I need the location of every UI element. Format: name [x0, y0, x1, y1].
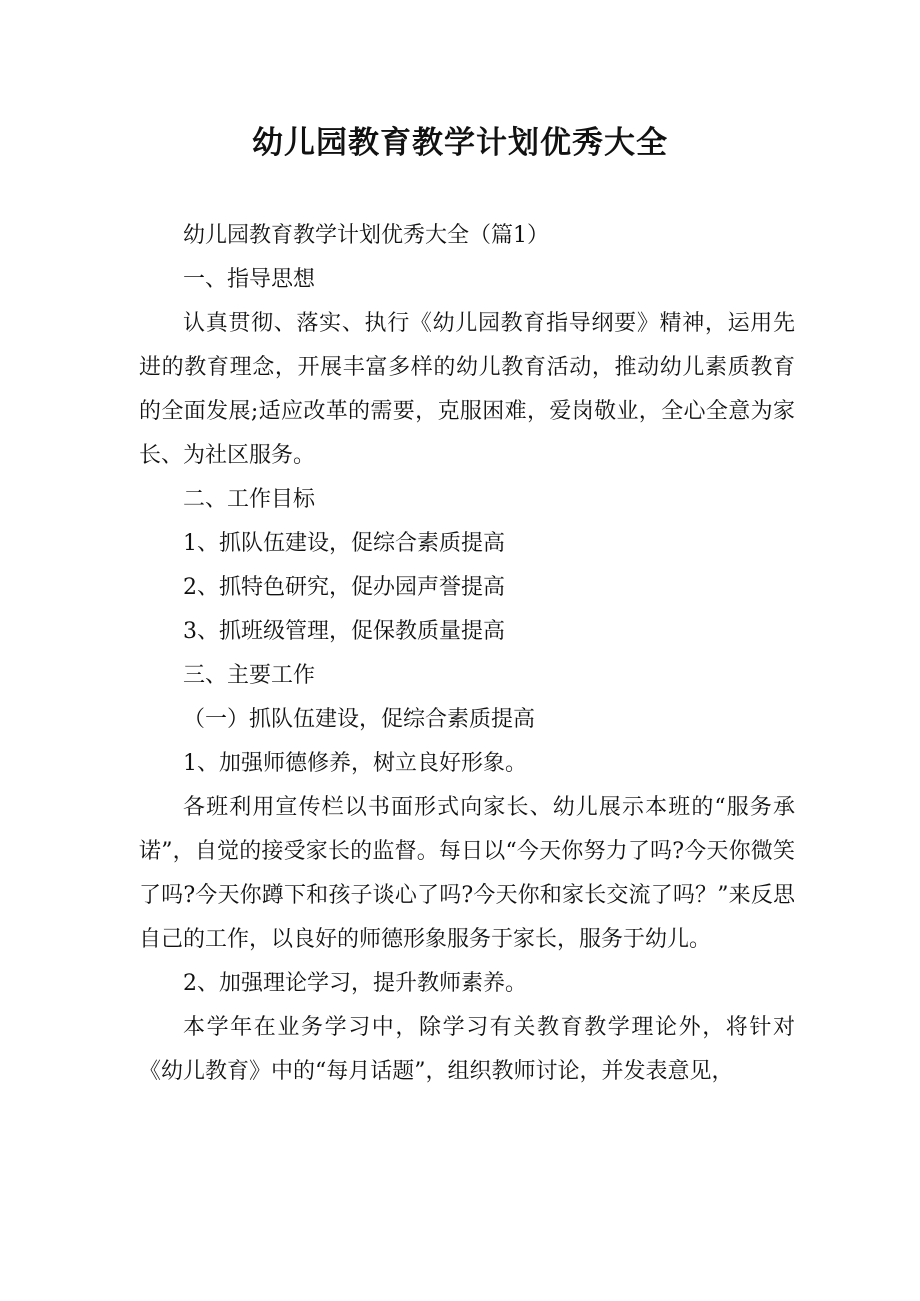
section-heading: 幼儿园教育教学计划优秀大全（篇1） [183, 223, 549, 248]
list-item: 3、抓班级管理，促保教质量提高 [183, 619, 505, 644]
list-item: 2、抓特色研究，促办园声誉提高 [183, 575, 505, 600]
heading-guiding-thought: 一、指导思想 [183, 267, 316, 292]
list-item: 2、加强理论学习，提升教师素养。 [183, 971, 527, 996]
heading-work-goals: 二、工作目标 [183, 487, 316, 512]
heading-main-work: 三、主要工作 [183, 663, 316, 688]
paragraph: 各班利用宣传栏以书面形式向家长、幼儿展示本班的“服务承诺”，自觉的接受家长的监督。每日以“今天你努力了吗?今天你微笑了吗?今天你蹲下和孩子谈心了吗?今天你和家长交流了吗？”来反思自己的工作，以良好的师德形象服务于家长，服务于幼儿。 [139, 795, 795, 952]
sub-heading: （一）抓队伍建设，促综合素质提高 [183, 707, 536, 732]
paragraph: 认真贯彻、落实、执行《幼儿园教育指导纲要》精神，运用先进的教育理念，开展丰富多样的幼儿教育活动，推动幼儿素质教育的全面发展;适应改革的需要，克服困难，爱岗敬业，全心全意为家长、为社区服务。 [139, 311, 795, 468]
list-item: 1、抓队伍建设，促综合素质提高 [183, 531, 505, 556]
paragraph: 本学年在业务学习中，除学习有关教育教学理论外，将针对《幼儿教育》中的“每月话题”，组织教师讨论，并发表意见， [139, 1015, 795, 1084]
list-item: 1、加强师德修养，树立良好形象。 [183, 751, 527, 776]
document-title: 幼儿园教育教学计划优秀大全 [252, 125, 668, 161]
document-body [139, 214, 795, 1094]
